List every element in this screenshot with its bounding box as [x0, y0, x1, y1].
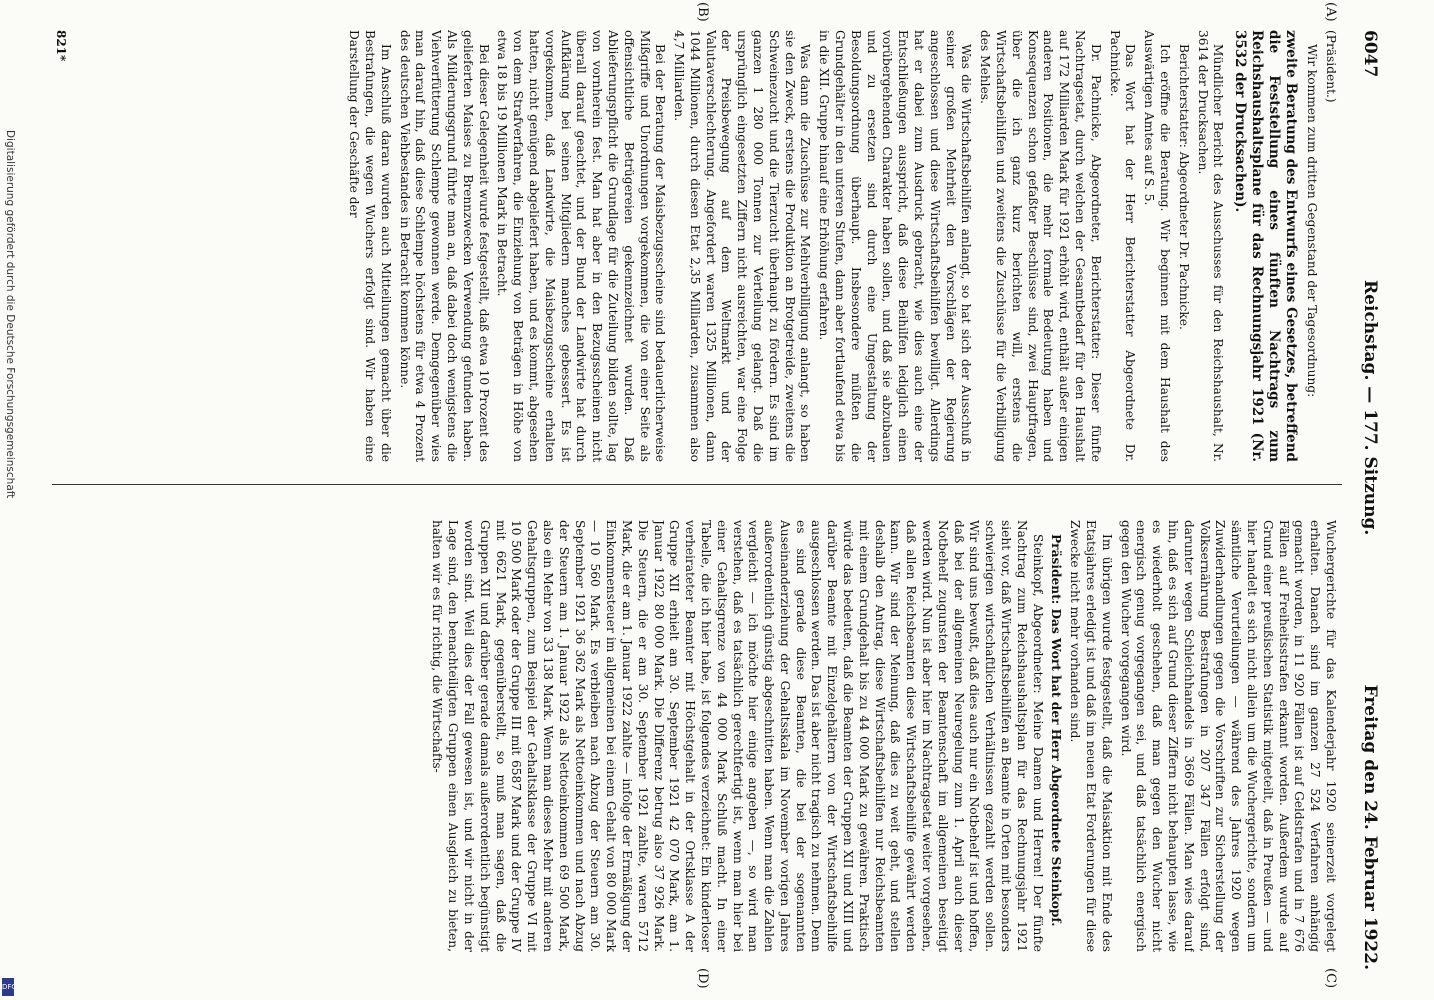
agenda-heading: zweite Beratung des Entwurfs eines Gesetzes, betreffend die Feststellung eines fünften Nachtrags zum Reichshaushaltsplane für das Rechnungsjahr 1921 (Nr. 3532 der Drucksachen). — [1232, 30, 1300, 462]
speaker-president: Präsident: Das Wort hat der Herr Abgeordnete Steinkopf. — [1049, 534, 1064, 927]
page-header — [1350, 30, 1386, 970]
session-date: Freitag den 24. Februar 1922. — [1360, 684, 1380, 970]
paragraph: Dr. Pachnicke, Abgeordneter, Berichterstatter: Dieser fünfte Nachtragsetat, durch welchen der Gesamtbedarf für den Haushalt auf 172 Milliarden Mark für 1921 erhöht wird, enthält außer einigen anderen Positionen, die mehr formale Bedeutung haben und Konsequenzen schon gefaßter Beschlüsse sind, zwei Hauptfragen, über die ich ganz kurz berichten will, erstens die Wirtschaftsbeihilfen und zweitens die Zuschüsse für die Verbilligung des Mehles. — [978, 30, 1103, 462]
paragraph: Bei der Beratung der Maisbezugsscheine sind bedauerlicherweise Mißgriffe und Unordnungen vorgekommen, die von einer Seite als offensichtliche Betrügereien gekennzeichnet wurden. Daß Ablieferungspflicht die Grundlage für die Zuteilung bilden sollte, lag von vornherein fest. Man hat aber in den Bezugsscheinen nicht überall darauf geachtet, und der Bund der Landwirte hat durch Aufklärung bei seinen Mitgliedern manches gebessert. Es ist vorgekommen, daß Landwirte, die Maisbezugsscheine erhalten hatten, nicht genügend abgeliefert haben, und es kommt, abgesehen von dem Strafverfahren, die Einziehung von Beträgen in Höhe von etwa 18 bis 19 Millionen Mark in Betracht. — [495, 30, 668, 462]
session-title: Reichstag. — 177. Sitzung. — [1360, 280, 1380, 536]
margin-marker-a: (A) — [1323, 2, 1338, 22]
paragraph: Wuchergerichte für das Kalenderjahr 1920 seinerzeit vorgelegt erhalten. Danach sind im ganzen 27 524 Verfahren anhängig gemacht worden, in 11 920 Fällen ist auf Geldstrafen und in 7 676 Fällen auf Freiheitsstrafen erkannt worden. Außerdem wurde auf Grund einer preußischen Statistik mitgeteilt, daß in Preußen — und hier handelt es sich nicht allein um die Wuchergerichte, sondern um sämtliche Verurteilungen — während des Jahres 1920 wegen Zuwiderhandlungen gegen die Vorschriften zur Sicherstellung der Volksernährung Bestrafungen in 207 347 Fällen erfolgt sind, darunter wegen Schleichhandels in 3669 Fällen. Man wies darauf hin, daß es sich auf Grund dieser Ziffern nicht behaupten lasse, wie es wiederholt geschehen, daß man gegen den Wucher nicht energisch genug vorgegangen sei, und daß tatsächlich energisch gegen den Wucher vorgegangen wird. — [1118, 520, 1338, 952]
digitization-note: Digitalisierung gefördert durch die Deutsche Forschungsgemeinschaft — [4, 130, 16, 499]
sheet-number: 821* — [54, 30, 68, 62]
paragraph: Bei dieser Gelegenheit wurde festgestellt, daß etwa 10 Prozent des gelieferten Maises zu Brennzwecken Verwendung gefunden haben. Als Milderungsgrund führte man an, daß dabei doch wenigstens die Viehverfütterung Schlempe gewonnen werde. Demgegenüber wies man darauf hin, daß diese Schlempe höchstens für etwa 4 Prozent des deutschen Viehbestandes in Betracht kommen könne. — [397, 30, 491, 462]
paragraph: Berichterstatter: Abgeordneter Dr. Pachnicke. — [1176, 44, 1191, 330]
digitization-credit — [2, 130, 16, 996]
paragraph: Das Wort hat der Herr Berichterstatter Abgeordnete Dr. Pachnicke. — [1107, 30, 1138, 462]
paragraph: Im Anschluß daran wurden auch Mitteilungen gemacht über die Bestrafungen, die wegen Wuchers erfolgt sind. Wir haben eine Darstellung der Geschäfte der — [347, 30, 393, 462]
paragraph: Wir kommen zum dritten Gegenstand der Tagesordnung: — [1305, 44, 1320, 398]
margin-marker-b: (B) — [695, 2, 710, 22]
left-column — [58, 30, 1338, 462]
paragraph: Ich eröffne die Beratung. Wir beginnen mit dem Haushalt des Auswärtigen Amtes auf S. 5. — [1142, 30, 1173, 462]
page-number: 6047 — [1360, 30, 1380, 78]
right-column — [58, 520, 1338, 952]
paragraph: Steinkopf, Abgeordneter: Meine Damen und Herren! Der fünfte Nachtrag zum Reichshaushaltsplan für das Rechnungsjahr 1921 sieht vor, daß Wirtschaftsbeihilfen an Beamte in Orten mit besonders schwierigen wirtschaftlichen Verhältnissen gezahlt werden sollen. Wir sind uns bewußt, daß dies auch nur ein Notbehelf ist und hoffen, daß bei der allgemeinen Neuregelung zum 1. April auch dieser Notbehelf zugunsten der Beamtenschaft im allgemeinen beseitigt werden wird. Nun ist aber hier im Nachtragsetat weiter vorgesehen, daß allen Reichsbeamten diese Wirtschaftsbeihilfe gewährt werden kann. Wir sind der Meinung, daß dies zu weit geht, und stellen deshalb den Antrag, diese Wirtschaftsbeihilfen nur Reichsbeamten mit einem Grundgehalt bis zu 44 000 Mark zu gewähren. Praktisch würde das bedeuten, daß die Beamten der Gruppen XII und XIII und darüber Beamte mit Einzelgehältern von der Wirtschaftsbeihilfe ausgeschlossen werden. Das ist aber nicht tragisch zu nehmen. Denn es sind gerade diese Beamten, die bei der sogenannten Auseinanderziehung der Gehaltsskala im November vorigen Jahres außerordentlich günstig abgeschnitten haben. Wenn man die Zahlen vergleicht — ich möchte hier einige angeben —, so wird man verstehen, daß es tatsächlich gerechtfertigt ist, wenn man hier bei einer Gehaltsgrenze von 44 000 Mark Schluß macht. In einer Tabelle, die ich hier habe, ist folgendes verzeichnet: Ein kinderloser verheirateter Beamter mit Höchstgehalt in der Ortsklasse A der Gruppe XII erhielt am 30. September 1921 42 070 Mark, am 1. Januar 1922 80 000 Mark. Die Differenz betrug also 37 926 Mark. Die Steuern, die er am 30. September 1921 zahlte, waren 5712 Mark, die er am 1. Januar 1922 zahlte — infolge der Ermäßigung der Einkommensteuer im allgemeinen bei einem Gehalt von 80 000 Mark — 10 560 Mark. Es verbleiben nach Abzug der Steuern am 30. September 1921 36 362 Mark als Nettoeinkommen und nach Abzug der Steuern am 1. Januar 1922 als Nettoeinkommen 69 500 Mark, also ein Mehr von 33 138 Mark. Wenn man dieses Mehr mit anderen Gehaltsgruppen, zum Beispiel der Gehaltsklasse der Gruppe VI mit 10 500 Mark oder der Gruppe III mit 6587 Mark und der Gruppe IV mit 6621 Mark, gegenüberstellt, so muß man sagen, daß die Gruppen XII und darüber gerade damals außerordentlich begünstigt worden sind. Weil dies der Fall gewesen ist, und wir nicht in der Lage sind, den benachteiligten Gruppen einen Ausgleich zu bieten, halten wir es für richtig, die Wirtschafts- — [430, 520, 1045, 952]
margin-marker-d: (D) — [695, 968, 710, 989]
dfg-logo: DFG — [2, 978, 14, 996]
paragraph: Was die Wirtschaftsbeihilfen anlangt, so hat sich der Ausschuß in seiner großen Mehrheit den Vorschlägen der Regierung angeschlossen und diese Wirtschaftsbeihilfen bewilligt. Allerdings hat er dabei zum Ausdruck gebracht, wie dies auch eine der Entschließungen ausspricht, daß diese Beihilfen lediglich einen vorübergehenden Charakter haben sollen, und daß sie abzubauen und zu ersetzen sind durch eine Umgestaltung der Besoldungsordnung überhaupt. Insbesondere müßten die Grundgehälter in den unteren Stufen, dann aber fortlaufend etwa bis in die XII. Gruppe hinauf eine Erhöhung erfahren. — [817, 30, 974, 462]
speaker-president: (Präsident.) — [1324, 30, 1338, 103]
paragraph: Was dann die Zuschüsse zur Mehlverbilligung anlangt, so haben sie den Zweck, erstens die Produktion an Brotgetreide, zweitens die Schweinezucht und die Tierzucht überhaupt zu fördern. Es sind im ganzen 1 280 000 Tonnen zur Verteilung gelangt. Daß die ursprünglich eingesetzten Ziffern nicht ausreichten, war eine Folge der Preisbewegung auf dem Weltmarkt und der Valutaverschlechterung. Angefordert waren 1325 Millionen, dann 1044 Millionen, durch diesen Etat 2,35 Milliarden, zusammen also 4,7 Milliarden. — [672, 30, 813, 462]
column-divider — [52, 484, 1342, 485]
paragraph: Im übrigen wurde festgestellt, daß die Maisaktion mit Ende des Etatsjahres erledigt ist und daß im neuen Etat Forderungen für diese Zwecke nicht mehr vorhanden sind. — [1068, 520, 1114, 952]
margin-marker-c: (C) — [1323, 968, 1338, 989]
paragraph: Mündlicher Bericht des Ausschusses für den Reichshaushalt, Nr. 3614 der Drucksachen. — [1195, 30, 1226, 462]
rotated-sheet — [40, 0, 1390, 1000]
